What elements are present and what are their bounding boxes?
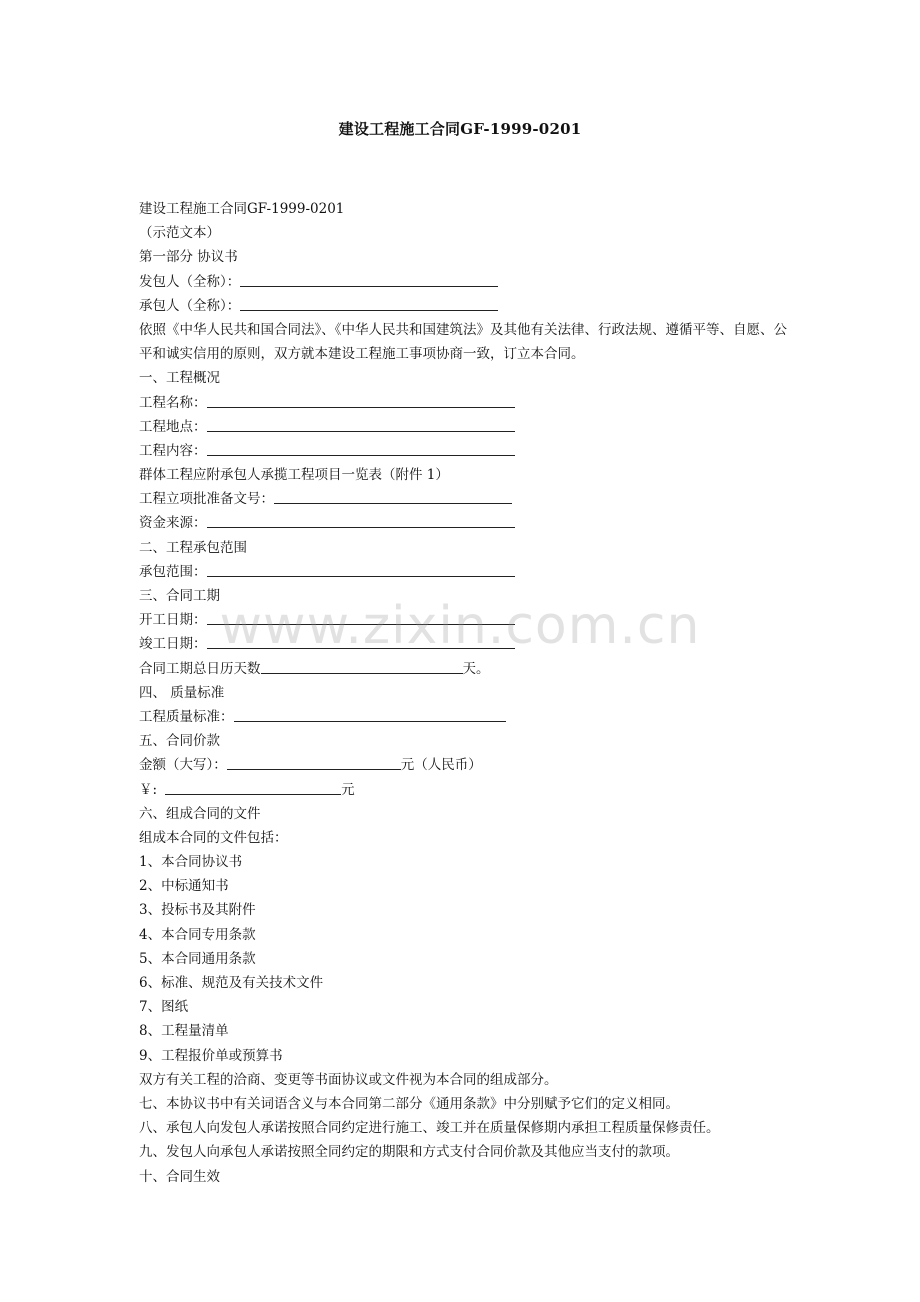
document-item-3: 3、投标书及其附件 [139, 902, 256, 919]
document-item-2: 2、中标通知书 [139, 878, 229, 895]
employer-line [139, 270, 789, 294]
approval-number-line [139, 487, 789, 511]
start-date-label: 开工日期： [139, 612, 207, 629]
fund-source-blank [207, 513, 515, 528]
document-item-9: 9、工程报价单或预算书 [139, 1047, 283, 1064]
amount-figure-blank [165, 780, 341, 795]
days-suffix: 天。 [462, 660, 490, 677]
section-8-line: 八、承包人向发包人承诺按照合同约定进行施工、竣工并在质量保修期内承担工程质量保修责任。 [139, 1120, 720, 1137]
contractor-label: 承包人（全称）： [139, 297, 241, 314]
document-title: 建设工程施工合同GF-1999-0201 [338, 120, 582, 138]
section-10-heading: 十、合同生效 [139, 1168, 220, 1185]
total-days-label: 合同工期总日历天数 [139, 660, 261, 677]
section-1-heading: 一、工程概况 [139, 370, 220, 387]
employer-label: 发包人（全称）： [139, 273, 241, 290]
project-location-blank [207, 417, 515, 432]
document-body [139, 197, 789, 1189]
section-7-line: 七、本协议书中有关词语含义与本合同第二部分《通用条款》中分别赋予它们的定义相同。 [139, 1095, 679, 1112]
section-9-line: 九、发包人向承包人承诺按照全同约定的期限和方式支付合同价款及其他应当支付的款项。 [139, 1144, 679, 1161]
employer-blank [240, 272, 498, 287]
section-6-heading: 六、组成合同的文件 [139, 805, 261, 822]
document-item-1: 1、本合同协议书 [139, 854, 243, 871]
total-days-blank [261, 659, 463, 674]
yen-label: ￥: [139, 781, 158, 798]
quality-standard-label: 工程质量标准： [139, 708, 234, 725]
project-location-label: 工程地点： [139, 418, 207, 435]
document-item-7: 7、图纸 [139, 999, 189, 1016]
watermark: www.zixin.com.cn [219, 596, 701, 656]
section-5-heading: 五、合同价款 [139, 733, 220, 750]
start-date-blank [207, 610, 515, 625]
yuan-suffix: 元 [341, 781, 355, 798]
project-location-line [139, 415, 789, 439]
fund-source-label: 资金来源： [139, 515, 207, 532]
documents-intro: 组成本合同的文件包括： [139, 829, 288, 846]
section-2-heading: 二、工程承包范围 [139, 539, 247, 556]
project-content-label: 工程内容： [139, 442, 207, 459]
scope-line [139, 560, 789, 584]
amount-words-blank [227, 755, 401, 770]
completion-date-line [139, 632, 789, 656]
total-days-line [139, 657, 789, 681]
project-content-line [139, 439, 789, 463]
scope-label: 承包范围： [139, 563, 207, 580]
document-item-5: 5、本合同通用条款 [139, 950, 256, 967]
approval-number-label: 工程立项批准备文号： [139, 491, 274, 508]
amendments-line: 双方有关工程的洽商、变更等书面协议或文件视为本合同的组成部分。 [139, 1071, 558, 1088]
start-date-line [139, 608, 789, 632]
amount-words-suffix: 元（人民币） [400, 757, 482, 774]
quality-standard-blank [234, 707, 506, 722]
fund-source-line [139, 511, 789, 535]
contractor-line [139, 294, 789, 318]
document-item-8: 8、工程量清单 [139, 1023, 229, 1040]
doc-heading-line: 建设工程施工合同GF-1999-0201 [139, 201, 345, 217]
group-project-line: 群体工程应附承包人承揽工程项目一览表（附件 1） [139, 467, 449, 484]
amount-words-line [139, 753, 789, 777]
completion-date-label: 竣工日期： [139, 636, 207, 653]
preamble-paragraph: 依照《中华人民共和国合同法》、《中华人民共和国建筑法》及其他有关法律、行政法规、遵循平等、自愿、公平和诚实信用的原则，双方就本建设工程施工事项协商一致，订立本合同。 [139, 321, 787, 363]
section-4-heading: 四、 质量标准 [139, 684, 225, 701]
document-item-4: 4、本合同专用条款 [139, 926, 256, 943]
quality-standard-line [139, 705, 789, 729]
completion-date-blank [207, 634, 515, 649]
project-content-blank [207, 441, 515, 456]
contractor-blank [240, 296, 498, 311]
project-name-line [139, 391, 789, 415]
doc-subtitle-line: （示范文本） [139, 225, 220, 242]
amount-figure-line [139, 778, 789, 802]
document-item-6: 6、标准、规范及有关技术文件 [139, 975, 324, 992]
scope-blank [207, 562, 515, 577]
project-name-blank [207, 393, 515, 408]
part-one-heading: 第一部分 协议书 [139, 249, 238, 266]
approval-number-blank [274, 489, 512, 504]
section-3-heading: 三、合同工期 [139, 588, 220, 605]
amount-words-label: 金额（大写）： [139, 757, 227, 774]
project-name-label: 工程名称： [139, 394, 207, 411]
